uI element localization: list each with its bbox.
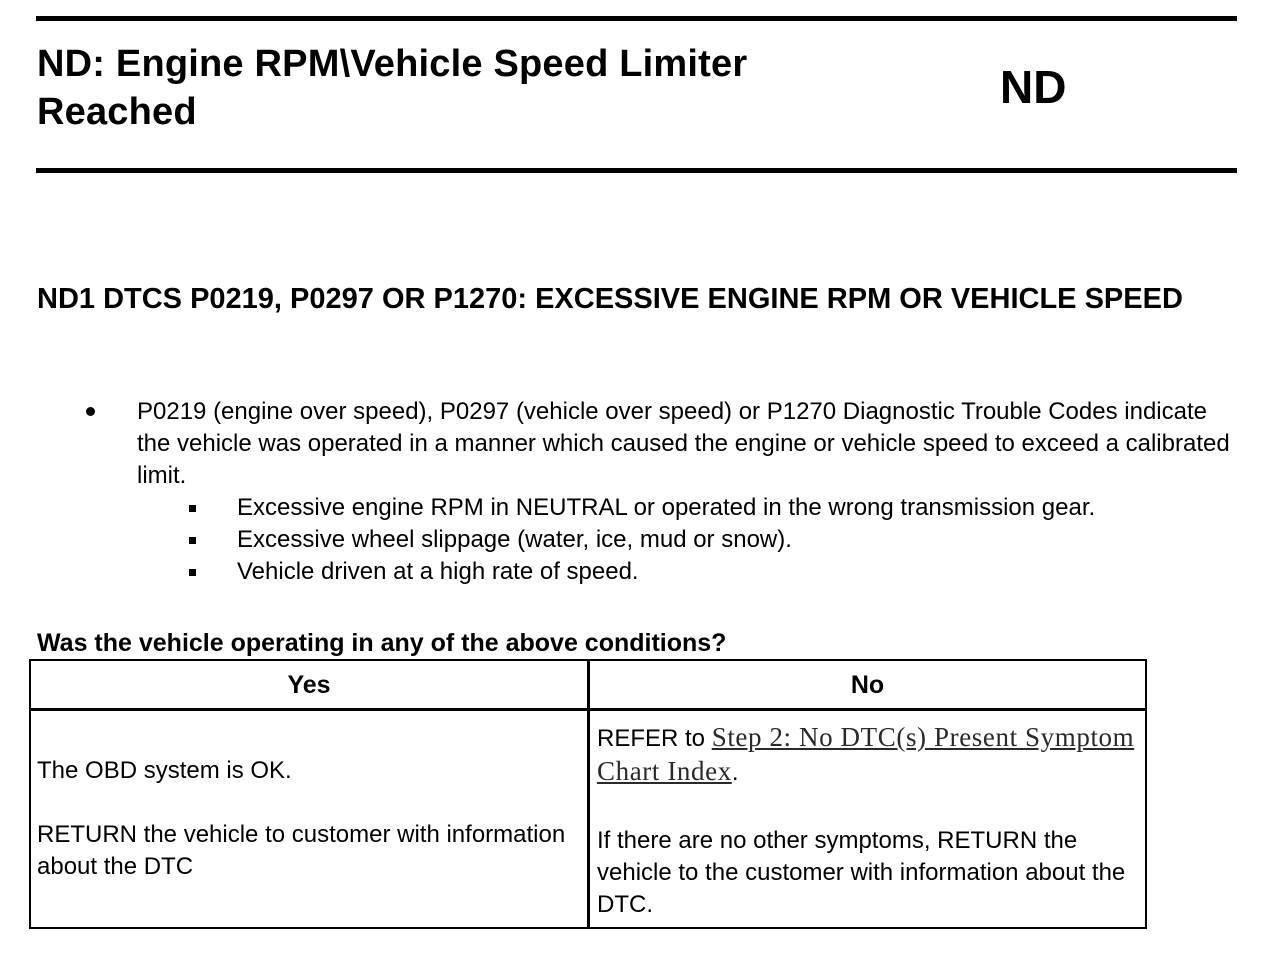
no-return-text: If there are no other symptoms, RETURN the vehicle to the customer with information about the DTC. xyxy=(597,827,1126,918)
square-bullet-icon xyxy=(189,505,196,512)
table-bottom-border xyxy=(29,927,1147,929)
yes-return-text: RETURN the vehicle to customer with information about the DTC xyxy=(37,821,566,880)
section-heading: ND1 DTCS P0219, P0297 OR P1270: EXCESSIVE ENGINE RPM OR VEHICLE SPEED xyxy=(37,283,1183,315)
square-bullet-icon xyxy=(189,537,196,544)
bullet-icon xyxy=(86,407,95,416)
yes-obd-ok-text: The OBD system is OK. xyxy=(37,757,292,784)
column-divider xyxy=(587,661,590,928)
square-bullet-icon xyxy=(189,569,196,576)
yes-column-header: Yes xyxy=(287,671,331,699)
no-refer-cell xyxy=(597,721,1137,789)
section-code: ND xyxy=(1000,61,1067,113)
no-column-header: No xyxy=(850,671,885,699)
decision-table xyxy=(29,659,1147,928)
header-bottom-rule xyxy=(36,168,1237,173)
bullet-text: P0219 (engine over speed), P0297 (vehicle over speed) or P1270 Diagnostic Trouble Codes indicate the vehicle was operated in a manner which caused the engine or vehicle speed to exceed a calibrated limit. xyxy=(137,398,1230,489)
sub-item-wheel-slippage: Excessive wheel slippage (water, ice, mud or snow). xyxy=(237,526,792,553)
decision-question: Was the vehicle operating in any of the above conditions? xyxy=(37,629,727,657)
page-title: ND: Engine RPM\Vehicle Speed Limiter Reached xyxy=(37,43,748,133)
refer-prefix: REFER to xyxy=(597,725,712,752)
top-rule xyxy=(36,16,1237,21)
refer-suffix: . xyxy=(731,759,739,786)
sub-item-high-speed: Vehicle driven at a high rate of speed. xyxy=(237,558,639,585)
symptom-chart-link[interactable]: Step 2: No DTC(s) Present Symptom Chart Index xyxy=(597,722,1135,786)
sub-item-neutral-rpm: Excessive engine RPM in NEUTRAL or operated in the wrong transmission gear. xyxy=(237,494,1096,521)
